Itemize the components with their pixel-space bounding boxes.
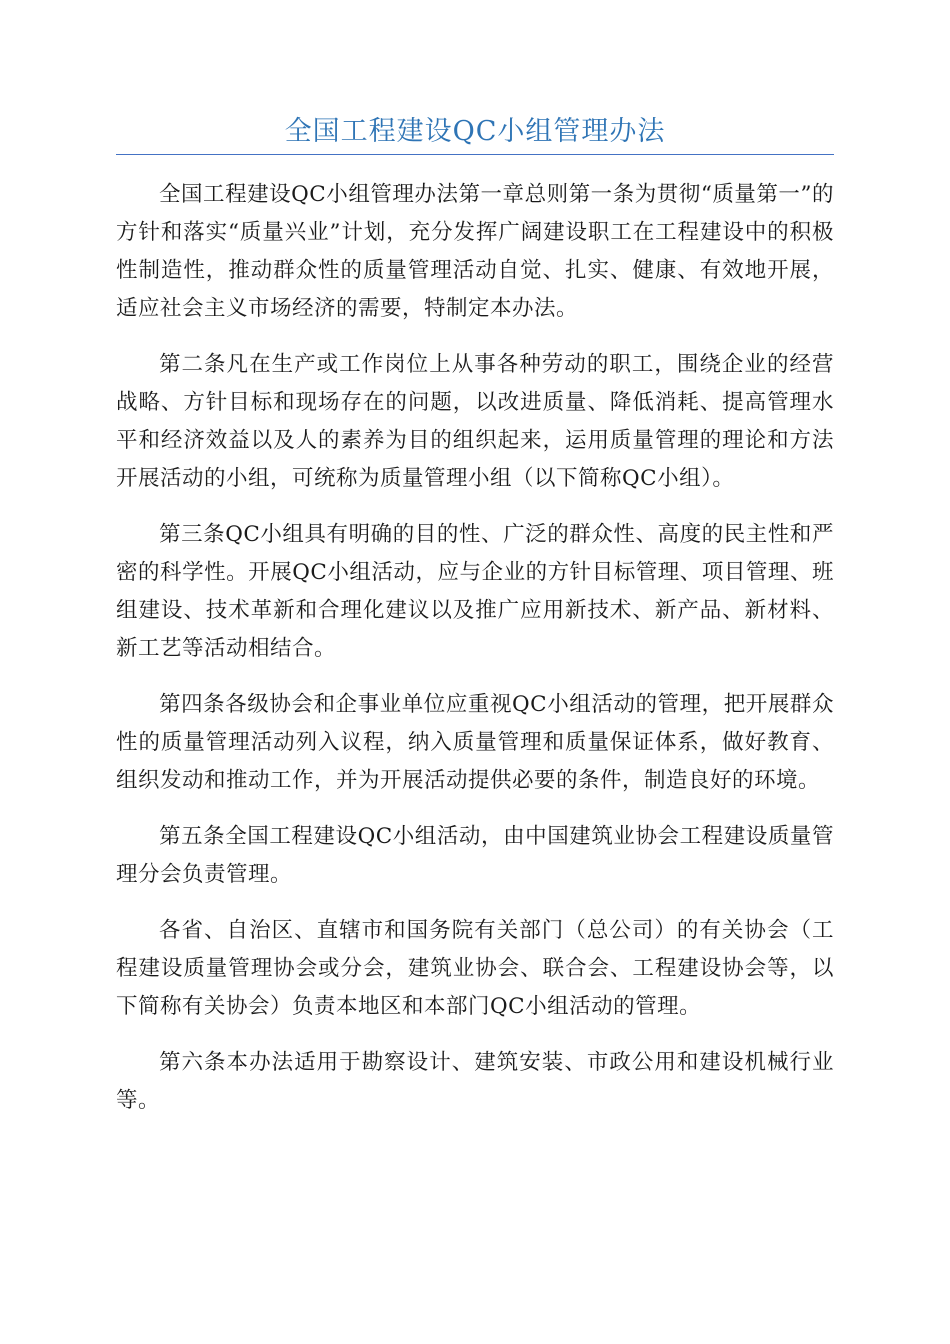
paragraph-4: 第四条各级协会和企事业单位应重视QC小组活动的管理，把开展群众性的质量管理活动列入议程，纳入质量管理和质量保证体系，做好教育、组织发动和推动工作，并为开展活动提供必要的条件，制造良好的环境。 bbox=[116, 692, 834, 793]
document-title: 全国工程建设QC小组管理办法 bbox=[284, 116, 666, 147]
paragraph-1: 全国工程建设QC小组管理办法第一章总则第一条为贯彻“质量第一”的方针和落实“质量兴业”计划，充分发挥广阔建设职工在工程建设中的积极性制造性，推动群众性的质量管理活动自觉、扎实、健康、有效地开展，适应社会主义市场经济的需要，特制定本办法。 bbox=[116, 182, 834, 321]
paragraph-6: 各省、自治区、直辖市和国务院有关部门（总公司）的有关协会（工程建设质量管理协会或分会，建筑业协会、联合会、工程建设协会等，以下简称有关协会）负责本地区和本部门QC小组活动的管理。 bbox=[116, 918, 834, 1019]
paragraph-5: 第五条全国工程建设QC小组活动，由中国建筑业协会工程建设质量管理分会负责管理。 bbox=[116, 824, 834, 887]
title-underline bbox=[116, 154, 834, 155]
paragraph-2: 第二条凡在生产或工作岗位上从事各种劳动的职工，围绕企业的经营战略、方针目标和现场存在的问题，以改进质量、降低消耗、提高管理水平和经济效益以及人的素养为目的组织起来，运用质量管理的理论和方法开展活动的小组，可统称为质量管理小组（以下简称QC小组）。 bbox=[116, 352, 834, 491]
paragraph-7: 第六条本办法适用于勘察设计、建筑安装、市政公用和建设机械行业等。 bbox=[116, 1050, 834, 1113]
document-body bbox=[116, 176, 834, 1138]
paragraph-3: 第三条QC小组具有明确的目的性、广泛的群众性、高度的民主性和严密的科学性。开展QC小组活动，应与企业的方针目标管理、项目管理、班组建设、技术革新和合理化建议以及推广应用新技术、新产品、新材料、新工艺等活动相结合。 bbox=[116, 522, 834, 661]
